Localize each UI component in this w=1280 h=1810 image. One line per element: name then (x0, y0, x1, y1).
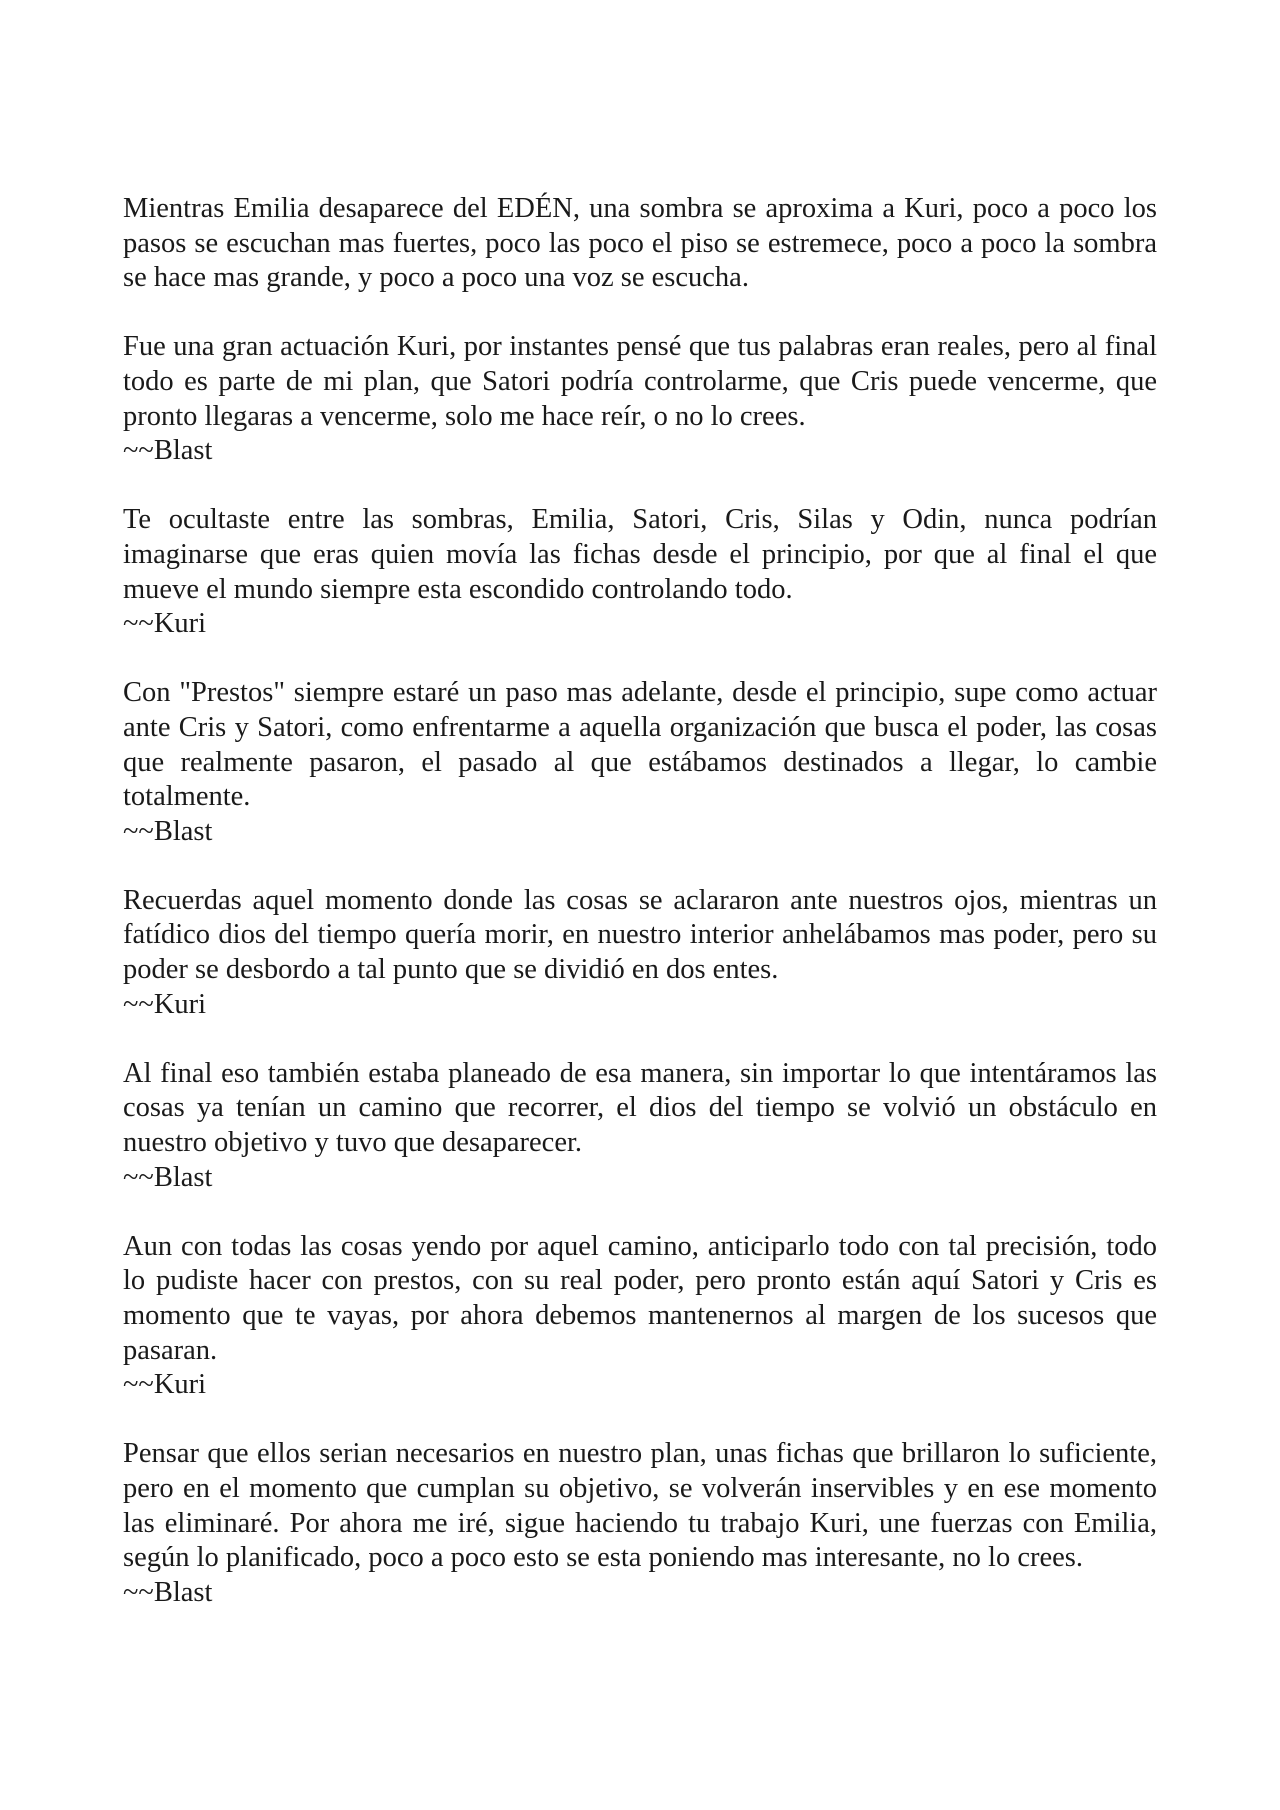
dialogue-paragraph: Con "Prestos" siempre estaré un paso mas adelante, desde el principio, supe como actuar ante Cris y Satori, como enfrentarme a aquella organización que busca el poder, las cosas que realmente pasaron, el pasado al que estábamos destinados a llegar, lo cambie totalmente. (123, 677, 1157, 813)
speaker-signature: ~~Kuri (123, 1369, 207, 1401)
dialogue-paragraph: Te ocultaste entre las sombras, Emilia, Satori, Cris, Silas y Odin, nunca podrían imaginarse que eras quien movía las fichas desde el principio, por que al final el que mueve el mundo siempre esta escondido controlando todo. (123, 504, 1157, 605)
speaker-signature: ~~Blast (123, 435, 213, 467)
speaker-signature: ~~Kuri (123, 608, 207, 640)
speaker-signature: ~~Blast (123, 1576, 213, 1608)
dialogue-paragraph: Fue una gran actuación Kuri, por instantes pensé que tus palabras eran reales, pero al final todo es parte de mi plan, que Satori podría controlarme, que Cris puede vencerme, que pronto llegaras a vencerme, solo me hace reír, o no lo crees. (123, 331, 1157, 432)
dialogue-block (123, 676, 1157, 849)
dialogue-block (123, 884, 1157, 1022)
dialogue-paragraph: Aun con todas las cosas yendo por aquel camino, anticiparlo todo con tal precisión, todo lo pudiste hacer con prestos, con su real poder, pero pronto están aquí Satori y Cris es momento que te vayas, por ahora debemos mantenernos al margen de los sucesos que pasaran. (123, 1230, 1157, 1366)
dialogue-block (123, 1230, 1157, 1403)
dialogue-block (123, 330, 1157, 468)
dialogue-paragraph: Pensar que ellos serian necesarios en nuestro plan, unas fichas que brillaron lo suficiente, pero en el momento que cumplan su objetivo, se volverán inservibles y en ese momento las eliminaré. Por ahora me iré, sigue haciendo tu trabajo Kuri, une fuerzas con Emilia, según lo planificado, poco a poco esto se esta poniendo mas interesante, no lo crees. (123, 1438, 1157, 1574)
dialogue-paragraph: Al final eso también estaba planeado de esa manera, sin importar lo que intentáramos las cosas ya tenían un camino que recorrer, el dios del tiempo se volvió un obstáculo en nuestro objetivo y tuvo que desaparecer. (123, 1057, 1157, 1159)
speaker-signature: ~~Blast (123, 815, 213, 847)
dialogue-block (123, 1057, 1157, 1195)
dialogue-block (123, 503, 1157, 641)
dialogue-block (123, 1437, 1157, 1610)
narration-paragraph: Mientras Emilia desaparece del EDÉN, una sombra se aproxima a Kuri, poco a poco los pasos se escuchan mas fuertes, poco las poco el piso se estremece, poco a poco la sombra se hace mas grande, y poco a poco una voz se escucha. (123, 193, 1157, 294)
speaker-signature: ~~Kuri (123, 988, 207, 1020)
narration-block (123, 192, 1157, 296)
speaker-signature: ~~Blast (123, 1161, 213, 1193)
document-body (123, 192, 1157, 1645)
dialogue-paragraph: Recuerdas aquel momento donde las cosas se aclararon ante nuestros ojos, mientras un fatídico dios del tiempo quería morir, en nuestro interior anhelábamos mas poder, pero su poder se desbordo a tal punto que se dividió en dos entes. (123, 884, 1157, 986)
